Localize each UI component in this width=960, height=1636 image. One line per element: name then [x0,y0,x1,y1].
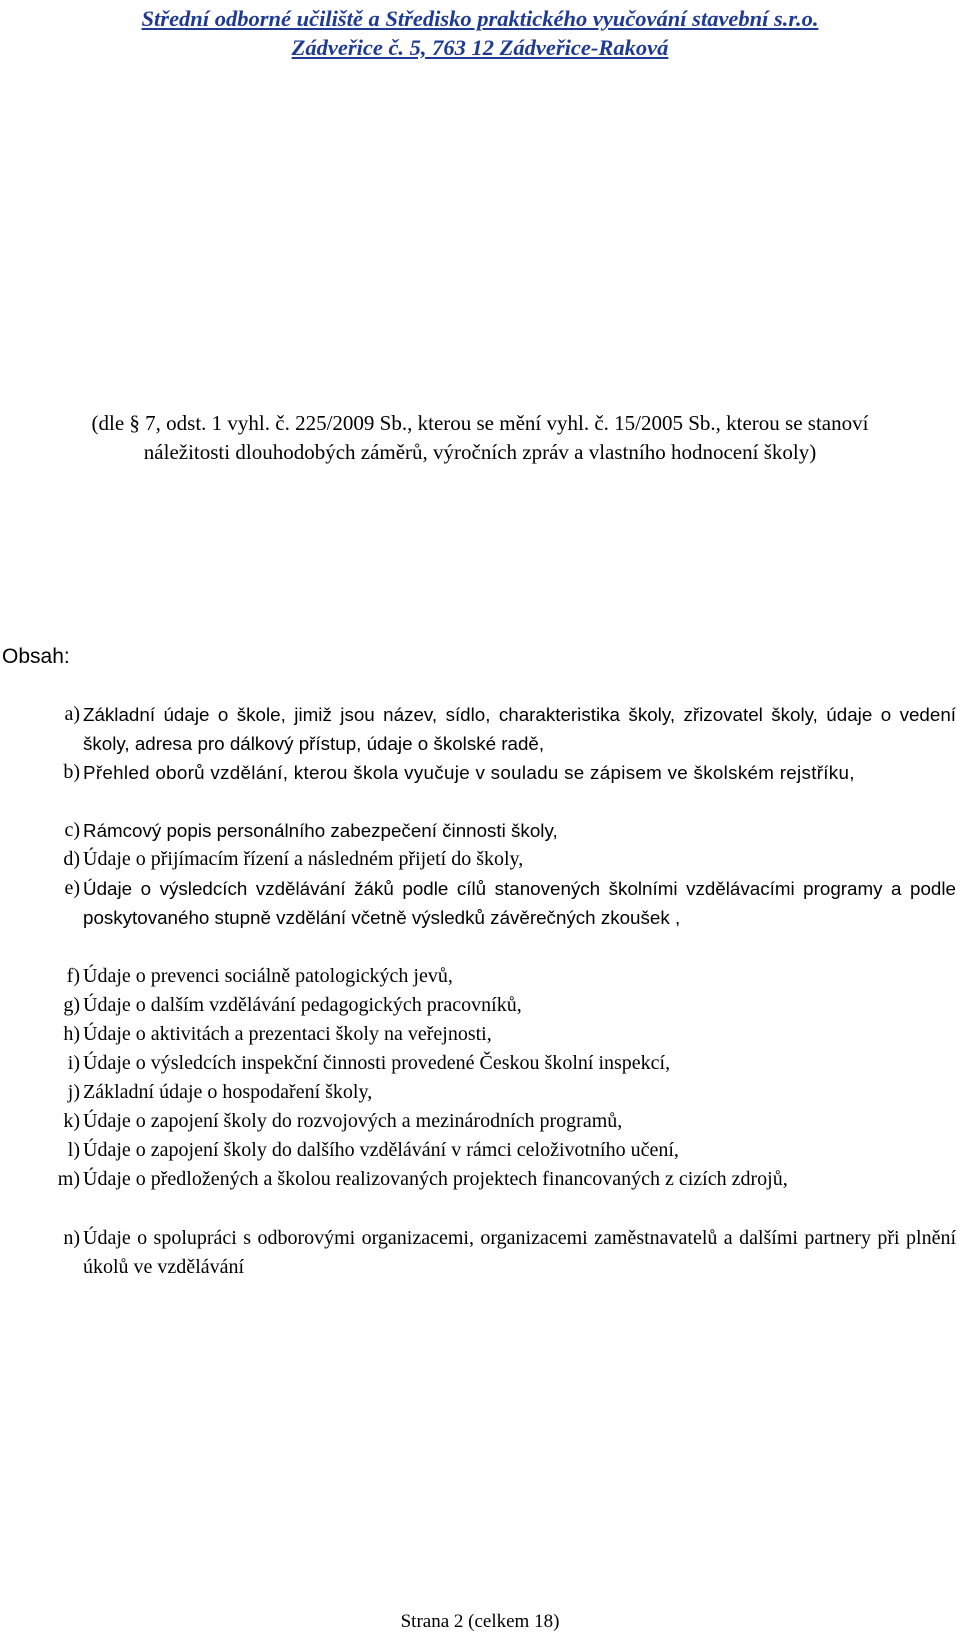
toc-marker: k) [63,1110,80,1132]
toc-text: Údaje o výsledcích inspekční činnosti provedené Českou školní inspekcí, [83,1052,671,1074]
toc-text: Základní údaje o hospodaření školy, [83,1081,373,1103]
legal-reference-line-2: náležitosti dlouhodobých záměrů, výročních zpráv a vlastního hodnocení školy) [143,440,817,464]
toc-marker: e) [64,877,80,899]
toc-marker: d) [63,848,80,870]
toc-marker: i) [67,1052,80,1074]
toc-marker: l) [67,1139,80,1161]
toc-text: Údaje o zapojení školy do rozvojových a mezinárodních programů, [83,1110,623,1132]
toc-text: Údaje o aktivitách a prezentaci školy na veřejnosti, [83,1023,492,1045]
toc-text: Údaje o zapojení školy do dalšího vzdělávání v rámci celoživotního učení, [83,1139,679,1161]
toc-marker: h) [63,1023,80,1045]
school-address: Zádveřice č. 5, 763 12 Zádveřice-Raková [291,35,669,60]
legal-reference-line-1: (dle § 7, odst. 1 vyhl. č. 225/2009 Sb., kterou se mění vyhl. č. 15/2005 Sb., kterou se stanoví [91,411,869,435]
toc-text: Základní údaje o škole, jimiž jsou název, sídlo, charakteristika školy, zřizovatel školy, údaje o vedení školy, adresa pro dálkový přístup, údaje o školské radě, [83,704,956,755]
toc-marker: c) [64,819,80,841]
toc-text: Rámcový popis personálního zabezpečení činnosti školy, [83,820,558,841]
legal-reference [4,409,956,467]
toc-marker: b) [63,761,80,783]
toc-marker: g) [63,994,80,1016]
toc-marker: n) [63,1227,80,1249]
toc-text: Údaje o dalším vzdělávání pedagogických pracovníků, [83,994,522,1016]
school-name: Střední odborné učiliště a Středisko praktického vyučování stavební s.r.o. [141,6,819,31]
toc-marker: j) [67,1081,80,1103]
toc-marker: m) [57,1168,80,1190]
toc-text: Údaje o výsledcích vzdělávání žáků podle cílů stanovených školními vzdělávacími programy a podle poskytovaného stupně vzdělání včetně výsledků závěrečných zkoušek , [83,878,956,929]
toc-text: Údaje o prevenci sociálně patologických jevů, [83,965,453,987]
page-footer: Strana 2 (celkem 18) [400,1611,560,1632]
toc-text: Údaje o předložených a školou realizovaných projektech financovaných z cizích zdrojů, [83,1168,788,1190]
toc-text: Přehled oborů vzdělání, kterou škola vyučuje v souladu se zápisem ve školském rejstříku, [83,762,855,783]
toc-text: Údaje o přijímacím řízení a následném přijetí do školy, [83,848,524,870]
toc-marker: a) [64,703,80,725]
toc-text: Údaje o spolupráci s odborovými organizacemi, organizacemi zaměstnavatelů a dalšími partnery při plnění úkolů ve vzdělávání [83,1227,956,1279]
toc-marker: f) [66,965,80,987]
contents-label: Obsah: [2,645,70,668]
school-header [0,4,960,62]
